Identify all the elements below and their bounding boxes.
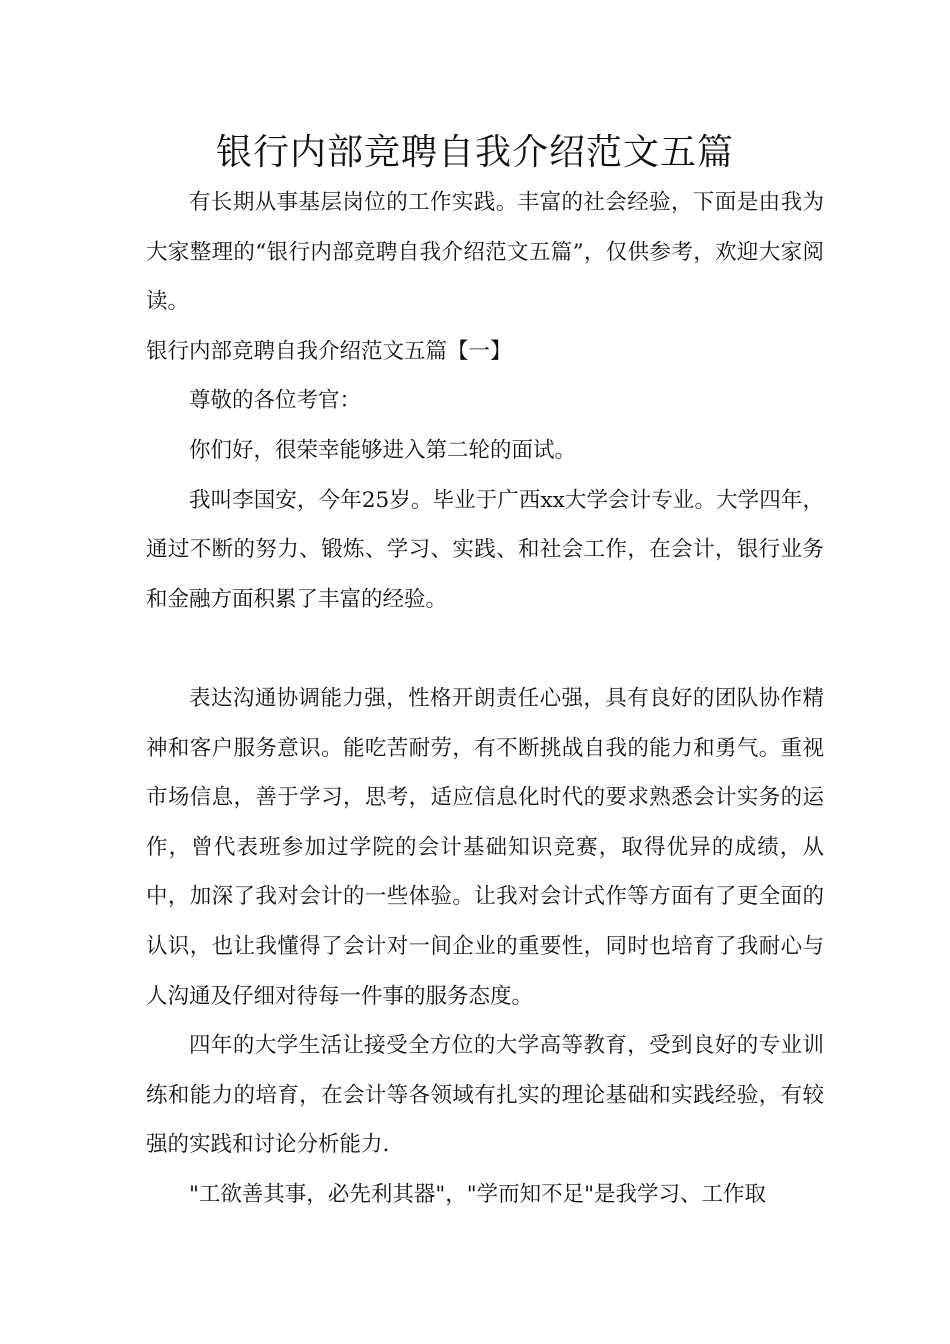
document-body bbox=[146, 178, 824, 1219]
body-paragraph-4: "工欲善其事，必先利其器"，"学而知不足"是我学习、工作取 bbox=[189, 1181, 767, 1207]
body-paragraph-1: 我叫李国安，今年25岁。毕业于广西xx大学会计专业。大学四年，通过不断的努力、锻炼、学习、实践、和社会工作，在会计，银行业务和金融方面积累了丰富的经验。 bbox=[146, 487, 824, 612]
greeting-line: 尊敬的各位考官： bbox=[189, 388, 362, 414]
body-paragraph-3: 四年的大学生活让接受全方位的大学高等教育，受到良好的专业训练和能力的培育，在会计等各领域有扎实的理论基础和实践经验，有较强的实践和讨论分析能力. bbox=[146, 1033, 824, 1158]
section-heading: 银行内部竞聘自我介绍范文五篇【一】 bbox=[146, 338, 512, 364]
opening-line: 你们好，很荣幸能够进入第二轮的面试。 bbox=[189, 437, 577, 463]
intro-paragraph: 有长期从事基层岗位的工作实践。丰富的社会经验，下面是由我为大家整理的“银行内部竞聘自我介绍范文五篇”，仅供参考，欢迎大家阅读。 bbox=[146, 190, 824, 315]
document-title: 银行内部竞聘自我介绍范文五篇 bbox=[215, 132, 734, 173]
blank-line bbox=[146, 624, 824, 674]
body-paragraph-2: 表达沟通协调能力强，性格开朗责任心强，具有良好的团队协作精神和客户服务意识。能吃苦耐劳，有不断挑战自我的能力和勇气。重视市场信息，善于学习，思考，适应信息化时代的要求熟悉会计实务的运作，曾代表班参加过学院的会计基础知识竞赛，取得优异的成绩，从中，加深了我对会计的一些体验。让我对会计式作等方面有了更全面的认识，也让我懂得了会计对一间企业的重要性，同时也培育了我耐心与人沟通及仔细对待每一件事的服务态度。 bbox=[146, 685, 824, 1009]
